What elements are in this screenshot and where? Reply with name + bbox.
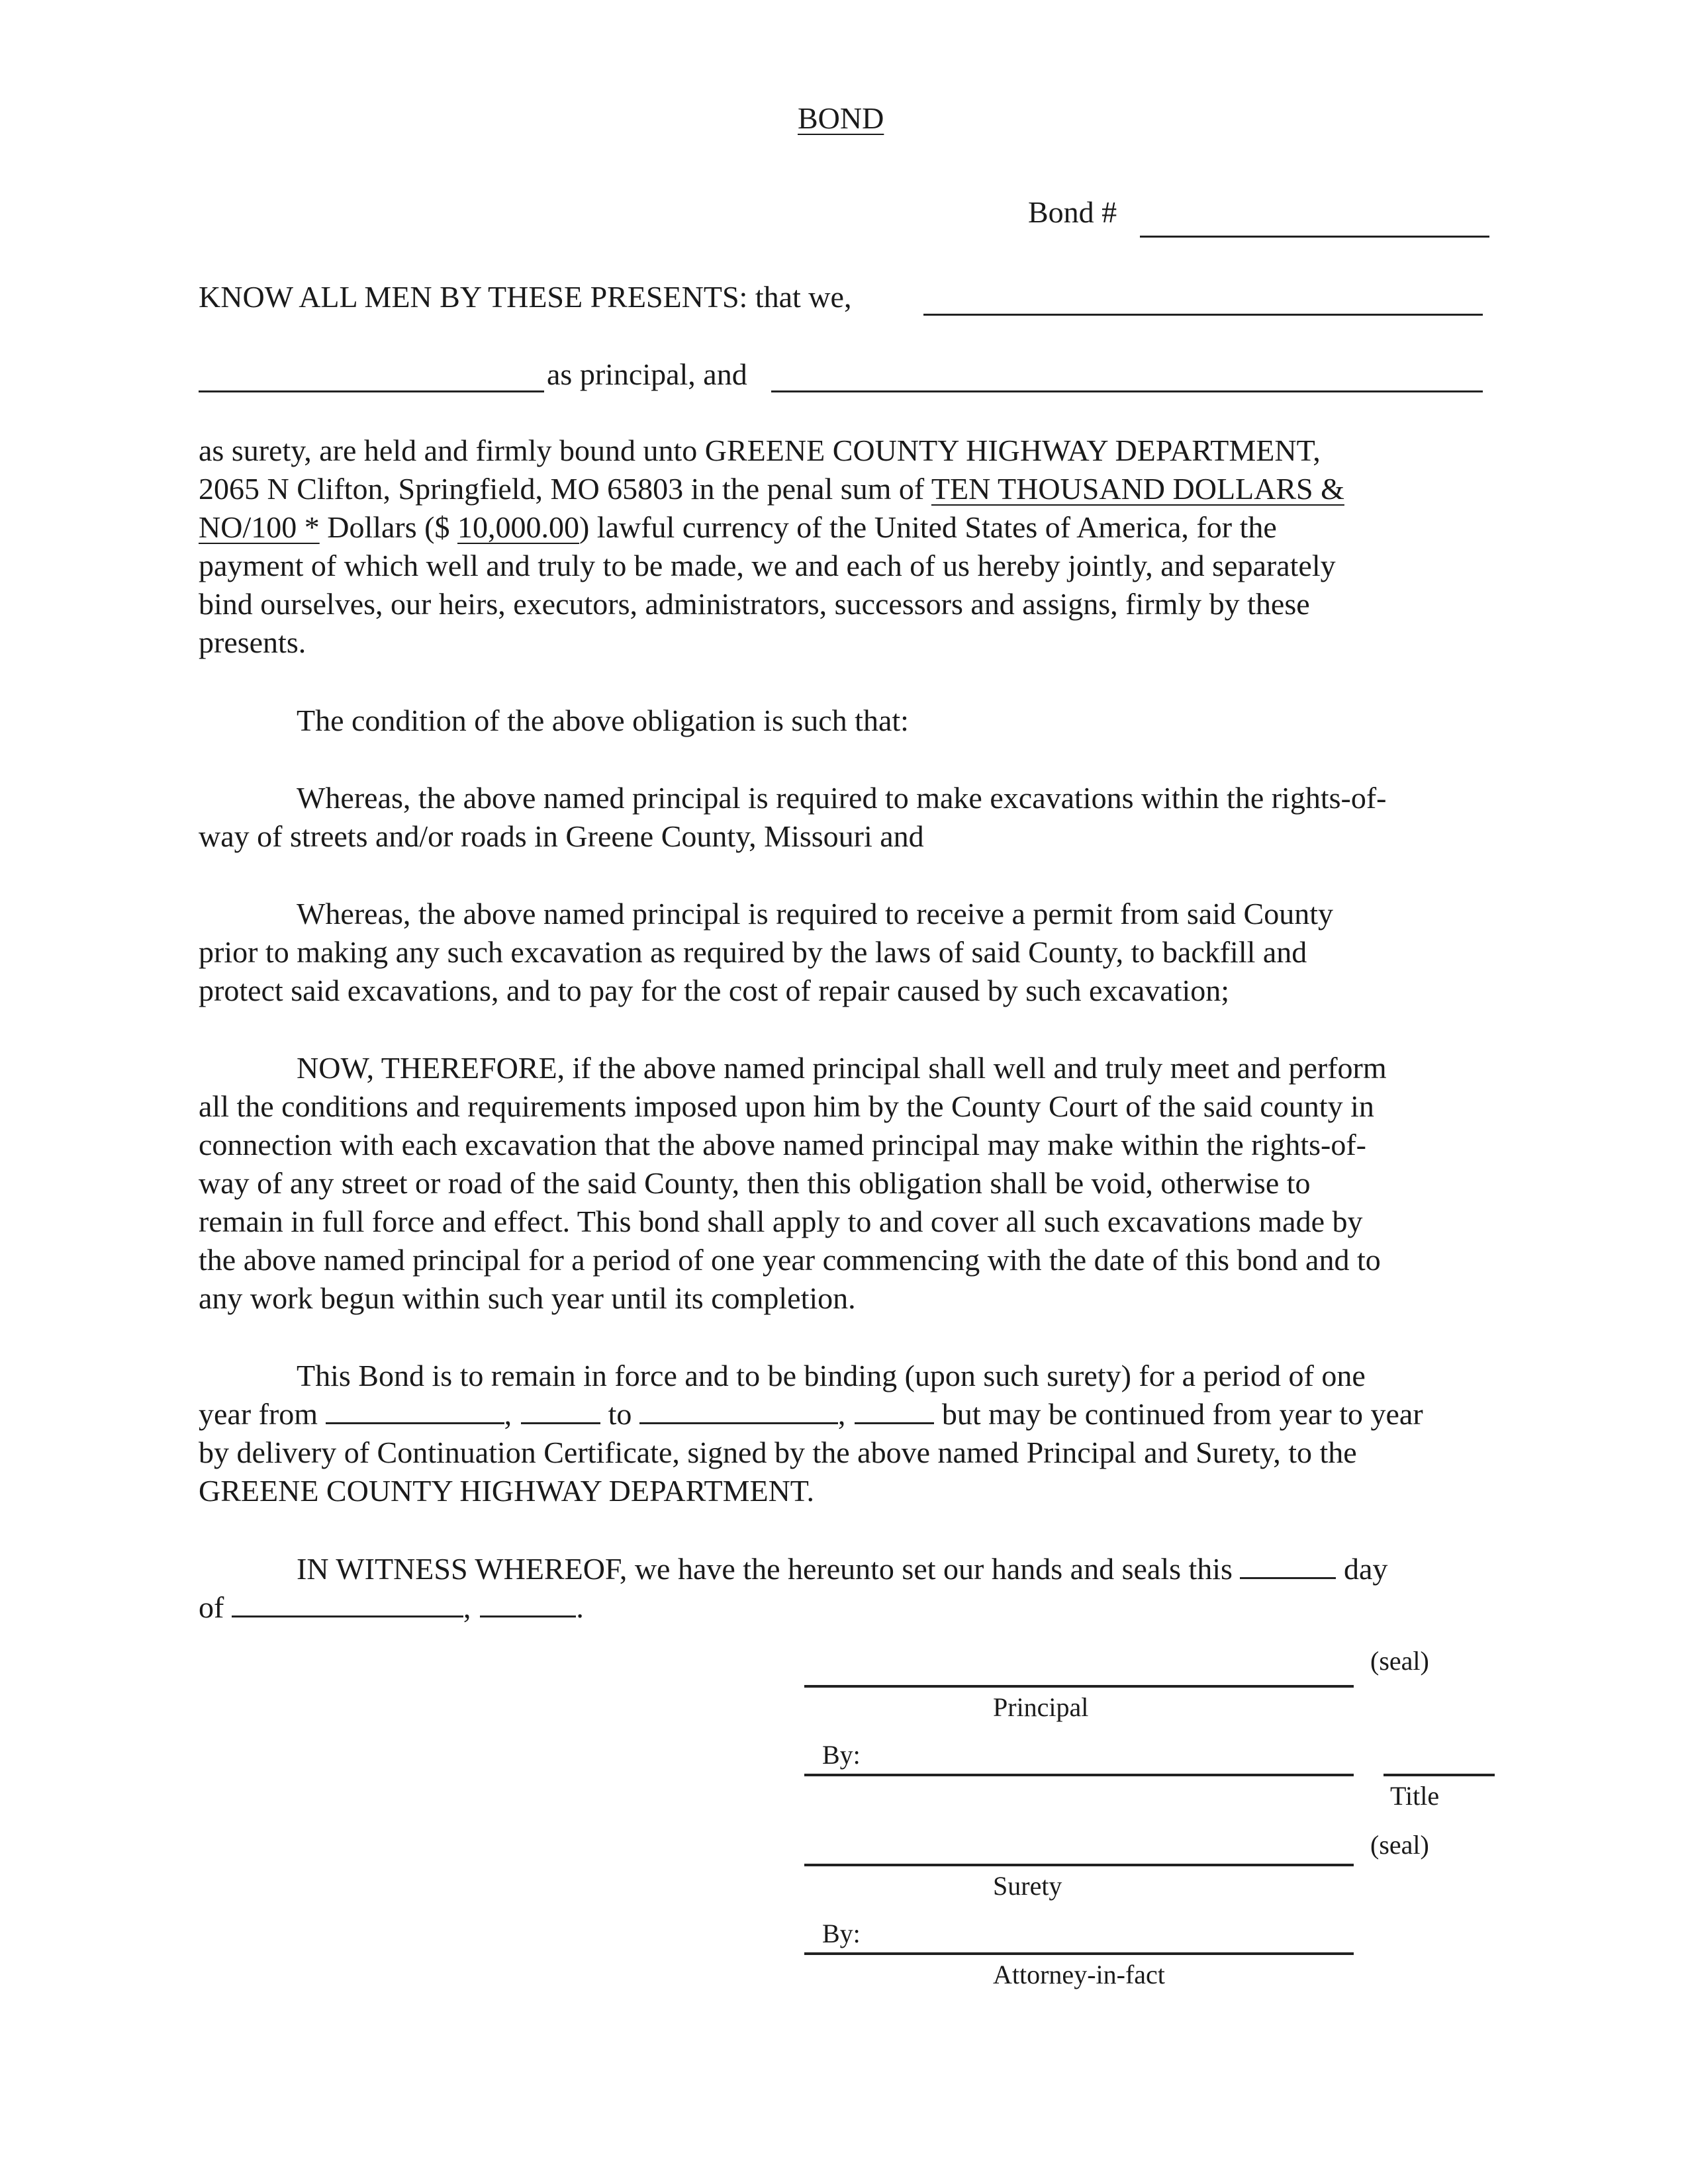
attorney-in-fact-label: Attorney-in-fact	[993, 1960, 1165, 1989]
from-year-field[interactable]	[521, 1402, 600, 1424]
para6-line3: by delivery of Continuation Certificate, signed by the above named Principal and Surety, to the	[199, 1435, 1357, 1469]
para1-line4: payment of which well and truly to be made, we and each of us hereby jointly, and separately	[199, 549, 1336, 582]
continued-text: but may be continued from year to year	[934, 1397, 1423, 1431]
para6-line4: GREENE COUNTY HIGHWAY DEPARTMENT.	[199, 1474, 814, 1508]
para2-line1: The condition of the above obligation is such that:	[297, 704, 909, 737]
para1-line3-post: ) lawful currency of the United States of America, for the	[579, 510, 1277, 544]
principal-signature-line[interactable]	[804, 1685, 1354, 1688]
day-field[interactable]	[1240, 1557, 1336, 1579]
para4-line1: Whereas, the above named principal is required to receive a permit from said County	[297, 897, 1333, 931]
surety-by-signature-line[interactable]	[804, 1952, 1354, 1955]
by-label-surety: By:	[822, 1919, 861, 1948]
intro-lead: KNOW ALL MEN BY THESE PRESENTS: that we,	[199, 280, 852, 314]
para5-line5: remain in full force and effect. This bond shall apply to and cover all such excavations made by	[199, 1205, 1363, 1238]
para4-line2: prior to making any such excavation as required by the laws of said County, to backfill and	[199, 935, 1307, 969]
comma: ,	[504, 1397, 512, 1431]
comma: ,	[837, 1397, 846, 1431]
para1-line5: bind ourselves, our heirs, executors, administrators, successors and assigns, firmly by these	[199, 587, 1310, 621]
principal-name-field[interactable]	[923, 314, 1483, 316]
surety-name-field[interactable]	[771, 390, 1483, 392]
para1-line6: presents.	[199, 625, 306, 659]
para5-line2: all the conditions and requirements imposed upon him by the County Court of the said county in	[199, 1089, 1374, 1123]
from-date-field[interactable]	[326, 1402, 504, 1424]
year-field[interactable]	[480, 1596, 576, 1617]
penal-sum-amount: 10,000.00	[457, 510, 579, 544]
para7-line1	[297, 1550, 1387, 1588]
penal-sum-words-cont: NO/100 *	[199, 510, 320, 544]
seal-label-surety: (seal)	[1370, 1830, 1429, 1860]
para5-line4: way of any street or road of the said County, then this obligation shall be void, otherwise to	[199, 1166, 1311, 1200]
to-text: to	[600, 1397, 639, 1431]
para1-line3-mid: Dollars ($	[319, 510, 457, 544]
para5-line1: NOW, THEREFORE, if the above named principal shall well and truly meet and perform	[297, 1051, 1387, 1085]
title-label: Title	[1390, 1781, 1440, 1811]
para5-line6: the above named principal for a period of one year commencing with the date of this bond and to	[199, 1243, 1381, 1277]
seal-label-principal: (seal)	[1370, 1646, 1429, 1676]
para1-line2	[199, 470, 1344, 508]
surety-signature-line[interactable]	[804, 1864, 1354, 1866]
para5-line7: any work begun within such year until its completion.	[199, 1281, 856, 1315]
title-signature-line[interactable]	[1383, 1774, 1495, 1776]
para6-line1: This Bond is to remain in force and to be binding (upon such surety) for a period of one	[297, 1359, 1366, 1392]
para4-line3: protect said excavations, and to pay for the cost of repair caused by such excavation;	[199, 974, 1230, 1007]
surety-label: Surety	[993, 1871, 1062, 1901]
para1-line3	[199, 508, 1277, 547]
para7-line2	[199, 1588, 584, 1627]
para1-line1: as surety, are held and firmly bound unto GREENE COUNTY HIGHWAY DEPARTMENT,	[199, 433, 1321, 467]
para3-line1: Whereas, the above named principal is required to make excavations within the rights-of-	[297, 781, 1387, 815]
document-title: BOND	[798, 101, 884, 135]
month-field[interactable]	[232, 1596, 463, 1617]
principal-name-field-cont[interactable]	[199, 390, 544, 392]
by-label-principal: By:	[822, 1740, 861, 1770]
to-year-field[interactable]	[855, 1402, 934, 1424]
bond-number-field[interactable]	[1140, 236, 1489, 238]
bond-number-label: Bond #	[1028, 195, 1117, 229]
para3-line2: way of streets and/or roads in Greene County, Missouri and	[199, 819, 924, 853]
principal-label: Principal	[993, 1692, 1089, 1722]
as-principal-text: as principal, and	[547, 357, 747, 391]
of-text: of	[199, 1590, 232, 1624]
para5-line3: connection with each excavation that the above named principal may make within the rights-of-	[199, 1128, 1366, 1161]
day-text: day	[1336, 1552, 1388, 1586]
witness-text: IN WITNESS WHEREOF, we have the hereunto set our hands and seals this	[297, 1552, 1241, 1586]
penal-sum-words: TEN THOUSAND DOLLARS &	[931, 472, 1344, 506]
principal-by-signature-line[interactable]	[804, 1774, 1354, 1776]
para6-line2	[199, 1395, 1423, 1433]
para1-line2-text: 2065 N Clifton, Springfield, MO 65803 in the penal sum of	[199, 472, 931, 506]
year-from-text: year from	[199, 1397, 326, 1431]
comma: ,	[463, 1590, 471, 1624]
to-date-field[interactable]	[639, 1402, 838, 1424]
period: .	[576, 1590, 584, 1624]
